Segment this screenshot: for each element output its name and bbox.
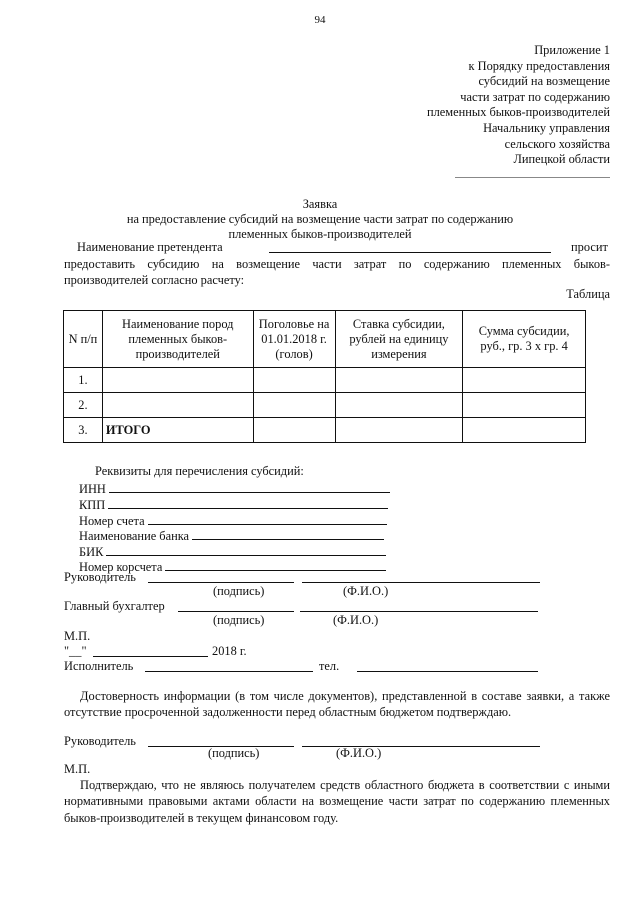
rate-cell[interactable] [335, 418, 463, 443]
applicant-text [64, 256, 610, 289]
requisites-heading: Реквизиты для перечисления субсидий: [95, 464, 304, 478]
row-num: 1. [64, 368, 103, 393]
applicant-suffix: просит [571, 240, 608, 254]
document-subtitle-2: племенных быков-производителей [228, 227, 412, 241]
total-label: ИТОГО [102, 418, 253, 443]
appendix-divider [455, 177, 610, 178]
col-header-count: Поголовье на 01.01.2018 г. (голов) [253, 311, 335, 368]
inn-label: ИНН [79, 482, 106, 496]
date-month-field[interactable] [93, 644, 208, 657]
table-row [64, 368, 586, 393]
col-header-breed: Наименование пород племенных быков-производителей [102, 311, 253, 368]
accountant-fio-field[interactable] [300, 599, 538, 612]
head-label-2: Руководитель [64, 734, 136, 748]
appendix-line: сельского хозяйства [504, 136, 610, 151]
col-header-num: N п/п [64, 311, 103, 368]
rate-cell[interactable] [335, 368, 463, 393]
applicant-paragraph: предоставить субсидию на возмещение части затрат по содержанию племенных быков-производителей согласно расчету: [64, 257, 610, 288]
account-field[interactable] [148, 512, 387, 525]
page-number: 94 [314, 14, 326, 26]
kpp-label: КПП [79, 498, 106, 512]
applicant-label: Наименование претендента [77, 240, 223, 254]
table-label: Таблица [566, 287, 610, 301]
executor-label: Исполнитель [64, 659, 134, 673]
breed-cell[interactable] [102, 368, 253, 393]
accountant-label: Главный бухгалтер [64, 599, 165, 613]
col-header-sum: Сумма субсидии, руб., гр. 3 х гр. 4 [463, 311, 586, 368]
appendix-line: субсидий на возмещение [478, 74, 610, 89]
stamp-label: М.П. [64, 629, 91, 643]
bik-label: БИК [79, 545, 104, 559]
appendix-line: Приложение 1 [534, 43, 610, 57]
appendix-line: Липецкой области [513, 152, 610, 167]
count-cell[interactable] [253, 418, 335, 443]
inn-row [79, 480, 390, 497]
confirmation-block-2 [64, 777, 610, 826]
subsidy-table [63, 310, 586, 443]
fio-caption: (Ф.И.О.) [343, 584, 389, 598]
stamp-label-2: М.П. [64, 762, 91, 776]
row-num: 3. [64, 418, 103, 443]
account-label: Номер счета [79, 514, 145, 528]
appendix-line: Начальнику управления [483, 120, 610, 135]
col-header-rate: Ставка субсидии, рублей на единицу измерения [335, 311, 463, 368]
sign-caption: (подпись) [208, 746, 260, 760]
sign-caption: (подпись) [213, 584, 265, 598]
sum-cell[interactable] [463, 418, 586, 443]
bank-label: Наименование банка [79, 529, 190, 543]
sum-cell[interactable] [463, 368, 586, 393]
accountant-signature-field[interactable] [178, 599, 294, 612]
appendix-line: к Порядку предоставления [468, 58, 610, 73]
count-cell[interactable] [253, 393, 335, 418]
inn-field[interactable] [109, 480, 390, 493]
kpp-row [79, 496, 388, 513]
phone-label: тел. [319, 659, 340, 673]
appendix-block [427, 43, 610, 168]
bank-row [79, 527, 384, 544]
row-num: 2. [64, 393, 103, 418]
executor-field[interactable] [145, 659, 313, 672]
fio-caption: (Ф.И.О.) [333, 613, 379, 627]
count-cell[interactable] [253, 368, 335, 393]
head-fio-field[interactable] [302, 570, 540, 583]
date-year: 2018 г. [212, 644, 247, 658]
fio-caption: (Ф.И.О.) [336, 746, 382, 760]
document-subtitle: на предоставление субсидий на возмещение части затрат по содержанию [126, 212, 514, 226]
confirmation-text-1: Достоверность информации (в том числе документов), представленной в составе заявки, а также отсутствие просроченной задолженности перед областным бюджетом подтверждаю. [64, 689, 610, 720]
bik-field[interactable] [106, 543, 386, 556]
confirmation-text-2: Подтверждаю, что не являюсь получателем средств областного бюджета в соответствии с иными нормативными правовыми актами области на возмещение части затрат по содержанию племенных быков-производителей в текущем финансовом году. [64, 778, 610, 825]
appendix-line: племенных быков-производителей [426, 105, 610, 120]
phone-field[interactable] [357, 659, 538, 672]
bank-field[interactable] [192, 527, 384, 540]
corr-label: Номер корсчета [79, 560, 163, 574]
sum-cell[interactable] [463, 393, 586, 418]
sign-caption: (подпись) [213, 613, 265, 627]
rate-cell[interactable] [335, 393, 463, 418]
date-day[interactable]: "__" [64, 644, 87, 658]
table-row [64, 393, 586, 418]
confirmation-block-1 [64, 688, 610, 721]
table-header-row [64, 311, 586, 368]
applicant-field[interactable] [269, 240, 551, 253]
head-signature-field[interactable] [148, 570, 294, 583]
document-title: Заявка [302, 197, 338, 211]
head-label: Руководитель [64, 570, 136, 584]
table-row-total [64, 418, 586, 443]
breed-cell[interactable] [102, 393, 253, 418]
kpp-field[interactable] [108, 496, 388, 509]
appendix-line: части затрат по содержанию [460, 89, 610, 104]
